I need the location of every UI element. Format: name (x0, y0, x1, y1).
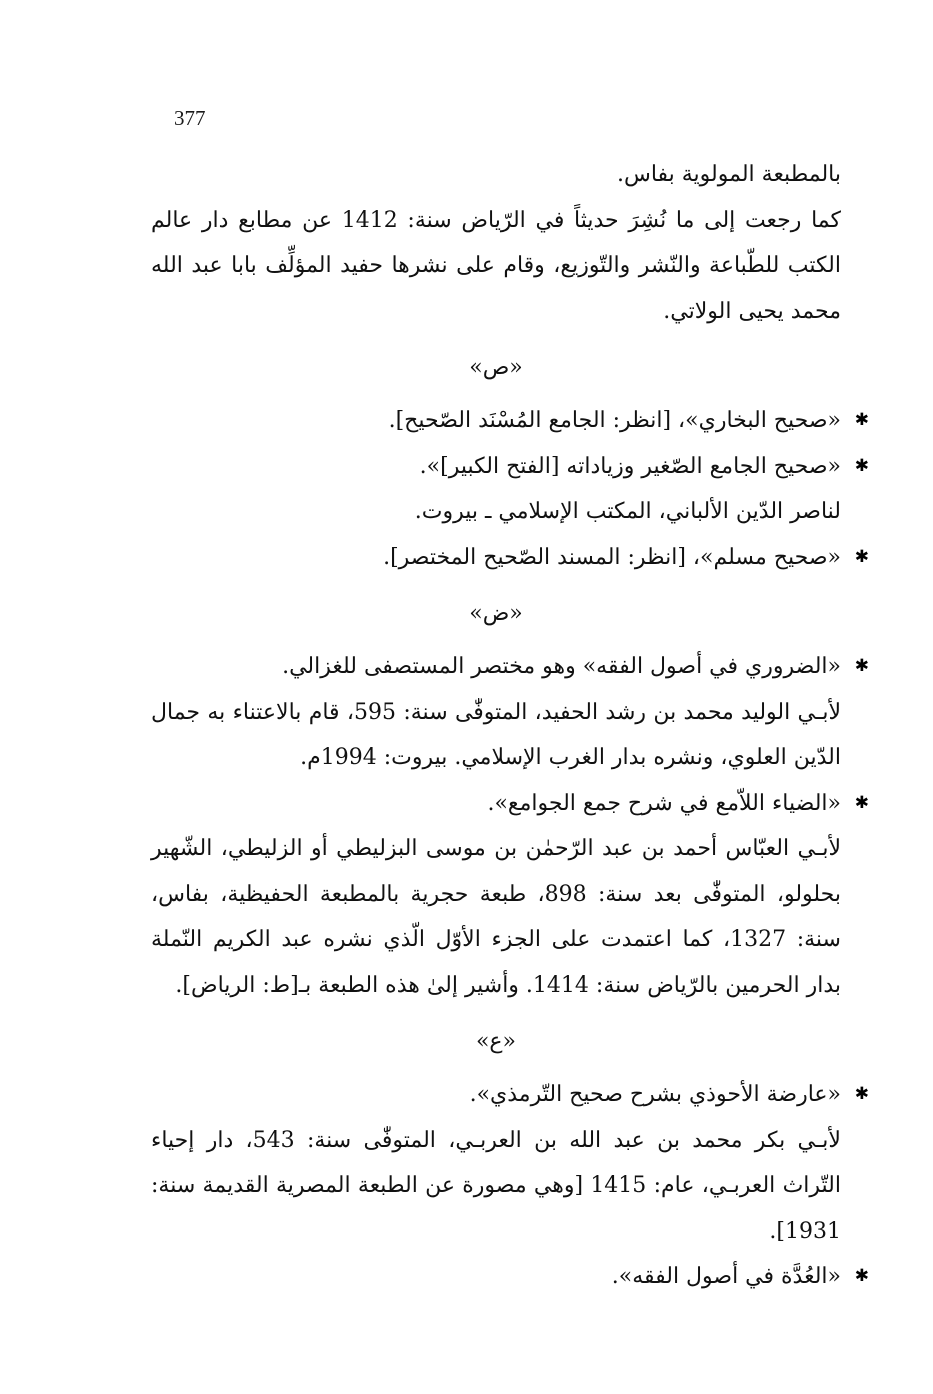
entry-title-text: «الضياء اللاّمع في شرح جمع الجوامع». (487, 790, 841, 816)
entry-title-text: «صحيح مسلم»، [انظر: المسند الصّحيح المختصر]. (383, 544, 841, 570)
entry-body: لأبـي الوليد محمد بن رشد الحفيد، المتوفّٰى سنة: 595، قام بالاعتناء به جمال الدّين العلوي، ونشره بدار الغرب الإسلامي. بيروت: 1994م. (151, 699, 841, 770)
entry-title-text: «العُدَّة في أصول الفقه». (611, 1264, 841, 1289)
entry-title (151, 444, 869, 490)
section-sad (151, 348, 869, 580)
entry-title (151, 1072, 869, 1118)
document-body (151, 152, 869, 1300)
entry-body: لأبـي بكر محمد بن عبد الله بن العربـي، المتوفّٰى سنة: 543، دار إحياء التّراث العربـي، عام: 1415 [وهي مصورة عن الطبعة المصرية القديمة سنة: 1931]. (151, 1127, 841, 1244)
entry-title (151, 535, 869, 581)
entry-title-text: «صحيح البخاري»، [انظر: الجامع المُسْنَد الصّحيح]. (388, 408, 841, 433)
entry-title-text: «عارضة الأحوذي بشرح صحيح التّرمذي». (469, 1082, 841, 1107)
page-number: 377 (174, 106, 206, 130)
intro-paragraph-2: كما رجعت إلى ما نُشِرَ حديثاً في الرّياض سنة: 1412 عن مطابع دار عالم الكتب للطّباعة والنّشر والتّوزيع، وقام على نشرها حفيد المؤلِّف بابا عبد الله محمد يحيى الولاتي. (151, 207, 841, 324)
section-heading: «ص» (469, 355, 523, 380)
asterisk-icon: ✱ (854, 1084, 869, 1104)
section-ain (151, 1022, 869, 1300)
asterisk-icon: ✱ (854, 455, 869, 476)
entry-title (151, 398, 869, 444)
asterisk-icon: ✱ (854, 792, 869, 813)
entry-title (151, 644, 869, 690)
asterisk-icon: ✱ (854, 546, 869, 567)
asterisk-icon: ✱ (854, 656, 869, 676)
section-dad (151, 594, 869, 1008)
entry-body: لناصر الدّين الألباني، المكتب الإسلامي ـ بيروت. (414, 499, 841, 524)
entry-body: لأبـي العبّاس أحمد بن عبد الرّحمٰن بن موسى البزليطي أو الزليطي، الشّهير بحلولو، المتوفّٰى بعد سنة: 898، طبعة حجرية بالمطبعة الحفيظية، بفاس، سنة: 1327، كما اعتمدت على الجزء الأوّل الّذي نشره عبد الكريم النّملة بدار الحرمين بالرّياض سنة: 1414. وأشير إلىٰ هذه الطبعة بـ[ط: الرياض]. (151, 836, 841, 998)
asterisk-icon: ✱ (854, 410, 869, 430)
entry-title-text: «الضروري في أصول الفقه» وهو مختصر المستصفى للغزالي. (282, 654, 841, 679)
entry-title (151, 1254, 869, 1300)
section-heading: «ض» (469, 601, 523, 626)
intro-paragraph-1: بالمطبعة المولوية بفاس. (616, 162, 841, 187)
entry-title-text: «صحيح الجامع الصّغير وزياداته [الفتح الكبير]». (419, 453, 841, 479)
entry-title (151, 781, 869, 827)
section-heading: «ع» (475, 1029, 517, 1054)
asterisk-icon: ✱ (854, 1266, 869, 1286)
